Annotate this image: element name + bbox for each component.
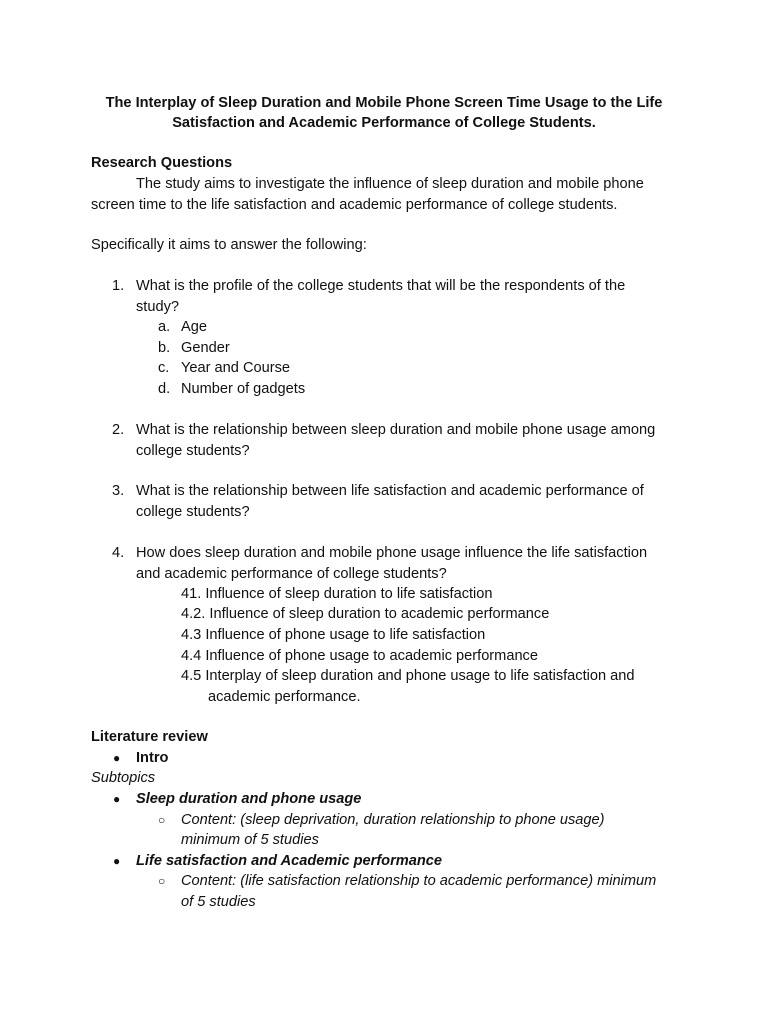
question-4-line-1: How does sleep duration and mobile phone usage influence the life satisfaction xyxy=(136,545,648,561)
q4-sub-item: 41. Influence of sleep duration to life satisfaction xyxy=(181,586,493,602)
q1-sub-gender: Gender xyxy=(181,340,230,356)
question-1-line-2: study? xyxy=(136,299,179,315)
question-2-line-1: What is the relationship between sleep duration and mobile phone usage among xyxy=(136,422,656,438)
question-2-number: 2. xyxy=(112,422,125,438)
q1-sub-marker: a. xyxy=(158,319,171,335)
subtopic-1-title: Sleep duration and phone usage xyxy=(136,791,362,807)
bullet-icon: ● xyxy=(113,792,121,806)
specifically-text: Specifically it aims to answer the following: xyxy=(91,237,367,253)
doc-title-line-2: Satisfaction and Academic Performance of College Students. xyxy=(172,115,596,131)
literature-review-heading: Literature review xyxy=(91,729,208,745)
research-questions-heading: Research Questions xyxy=(91,155,233,171)
question-1-number: 1. xyxy=(112,278,125,294)
q1-sub-marker: d. xyxy=(158,381,171,397)
question-2-line-2: college students? xyxy=(136,443,250,459)
bullet-icon: ● xyxy=(113,854,121,868)
circle-bullet-icon: ○ xyxy=(158,874,166,888)
q4-sub-item: 4.2. Influence of sleep duration to academic performance xyxy=(181,606,550,622)
question-4-number: 4. xyxy=(112,545,125,561)
bullet-icon: ● xyxy=(113,751,121,765)
question-1-line-1: What is the profile of the college students that will be the respondents of the xyxy=(136,278,626,294)
intro-paragraph-line-1: The study aims to investigate the influence of sleep duration and mobile phone xyxy=(136,176,644,192)
subtopic-2-title: Life satisfaction and Academic performance xyxy=(136,853,443,869)
q1-sub-marker: b. xyxy=(158,340,171,356)
intro-paragraph-line-2: screen time to the life satisfaction and academic performance of college students. xyxy=(91,197,618,213)
q4-sub-item: 4.4 Influence of phone usage to academic performance xyxy=(181,648,538,664)
q4-sub-item: 4.5 Interplay of sleep duration and phone usage to life satisfaction and xyxy=(181,668,635,684)
question-3-number: 3. xyxy=(112,483,125,499)
lit-intro-item: Intro xyxy=(136,750,169,766)
q1-sub-age: Age xyxy=(181,319,207,335)
circle-bullet-icon: ○ xyxy=(158,813,166,827)
question-3-line-2: college students? xyxy=(136,504,250,520)
question-3-line-1: What is the relationship between life satisfaction and academic performance of xyxy=(136,483,644,499)
subtopics-label: Subtopics xyxy=(91,770,156,786)
subtopic-1-content-line-1: Content: (sleep deprivation, duration relationship to phone usage) xyxy=(181,812,605,828)
subtopic-1-content-line-2: minimum of 5 studies xyxy=(181,832,319,848)
q4-sub-item: 4.3 Influence of phone usage to life satisfaction xyxy=(181,627,486,643)
q1-sub-year-course: Year and Course xyxy=(181,360,290,376)
q4-sub-item-continuation: academic performance. xyxy=(208,689,361,705)
question-4-line-2: and academic performance of college students? xyxy=(136,566,447,582)
subtopic-2-content-line-1: Content: (life satisfaction relationship to academic performance) minimum xyxy=(181,873,657,889)
q1-sub-gadgets: Number of gadgets xyxy=(181,381,306,397)
subtopic-2-content-line-2: of 5 studies xyxy=(181,894,256,910)
doc-title-line-1: The Interplay of Sleep Duration and Mobile Phone Screen Time Usage to the Life xyxy=(105,95,663,111)
q1-sub-marker: c. xyxy=(158,360,170,376)
